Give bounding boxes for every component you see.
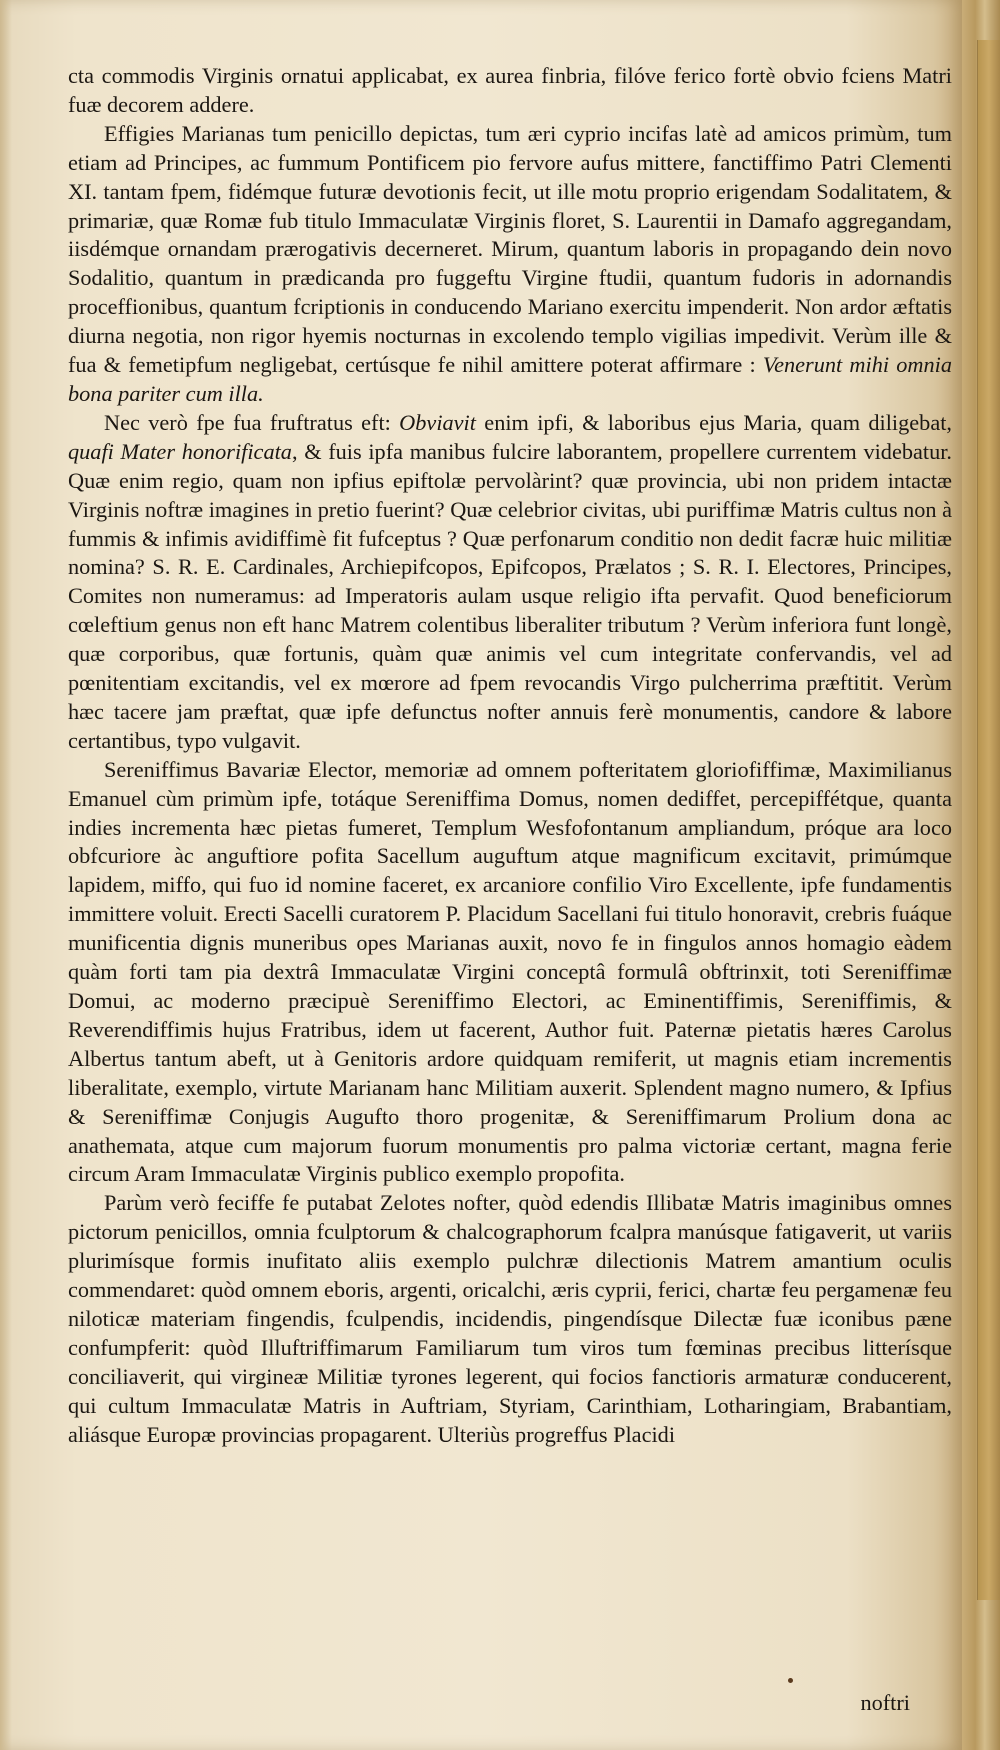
page-edge [962,0,1000,1750]
body-text [68,62,952,1450]
italic-quote: quafi Mater honorificata [68,438,292,464]
catchword: noftri [860,1690,910,1715]
paragraph-5 [68,1189,952,1449]
italic-quote: Obviavit [399,409,476,435]
ink-spot [788,1678,793,1683]
binding-edge [977,40,1000,1600]
text-run: Parùm verò feciffe fe putabat Zelotes nofter, quòd edendis Illibatæ Matris imaginibus omnes pictorum penicillos, omnia fculptorum & chalcographorum fcalpra manúsque fatigaverit, ut variis plurimísque formis inufitato aliis exemplo pulchræ dilectionis Matrem amantium oculis commendaret: quòd omnem eboris, argenti, oricalchi, æris cyprii, ferici, chartæ feu pergamenæ feu niloticæ materiam fingendis, fculpendis, incidendis, pingendísque Dilectæ fuæ iconibus pæne confumpferit: quòd Illuftriffimarum Familiarum tum viros tum fœminas precibus litterísque conciliaverit, qui virgineæ Militiæ tyrones legerent, qui focios fanctioris armaturæ conducerent, qui cultum Immaculatæ Matris in Auftriam, Styriam, Carinthiam, Lotharingiam, Brabantiam, aliásque Europæ provincias propagarent. Ulteriùs progreffus Placidi [68,1190,952,1447]
paragraph-4 [68,756,952,1190]
text-run: Effigies Marianas tum penicillo depictas, tum æri cyprio incifas latè ad amicos primùm, tum etiam ad Principes, ac fummum Pontificem pio fervore aufus mittere, fanctiffimo Patri Clementi XI. tantam fpem, fidémque futuræ devotionis fecit, ut ille motu proprio erigendam Sodalitatem, & primariæ, quæ Romæ fub titulo Immaculatæ Virginis floret, S. Laurentii in Damafo aggregandam, iisdémque ornandam prærogativis decerneret. Mirum, quantum laboris in propagando dein novo Sodalitio, quantum in prædicanda pro fuggeftu Virgine ftudii, quantum fudoris in adornandis proceffionibus, quantum fcriptionis in conducendo Mariano exercitu impenderit. Non ardor æftatis diurna negotia, non rigor hyemis nocturnas in excolendo templo vigilias impedivit. Verùm ille & fua & femetipfum negligebat, certúsque fe nihil amittere poterat affirmare : [68,120,952,378]
text-run: , & fuis ipfa manibus fulcire laborantem, propellere currentem videbatur. Quæ enim regio, quam non ipfius epiftolæ pervolàrint? quæ provincia, ubi non pridem intactæ Virginis noftræ imagines in pretio fuerint? Quæ celebrior civitas, ubi puriffimæ Matris cultus non à fummis & infimis avidiffimè fit fufceptus ? Quæ perfonarum conditio non dedit facræ huic militiæ nomina? S. R. E. Cardinales, Archiepifcopos, Epifcopos, Prælatos ; S. R. I. Electores, Principes, Comites non numeramus: ad Imperatoris aulam usque religio ifta pervafit. Quod beneficiorum cœleftium genus non eft hanc Matrem colentibus liberaliter tributum ? Verùm inferiora funt longè, quæ corporibus, quæ fortunis, quàm quæ animis vel cum integritate confervandis, vel ad pœnitentiam excitandis, vel ex mœrore ad fpem revocandis Virgo pulcherrima præftitit. Verùm hæc tacere jam præftat, quæ ipfe defunctus nofter annuis ferè monumentis, candore & labore certantibus, typo vulgavit. [68,438,953,753]
text-run: Nec verò fpe fua fruftratus eft: [104,409,400,435]
italic-quote: Venerunt mihi omnia bona pariter cum illa. [68,352,952,406]
text-run: Sereniffimus Bavariæ Elector, memoriæ ad omnem pofteritatem gloriofiffimæ, Maximilianus Emanuel cùm primùm ipfe, totáque Sereniffima Domus, nomen dediffet, percepiffétque, quanta indies incrementa hæc pietas fumeret, Templum Wesfofontanum ampliandum, próque ara loco obfcuriore àc anguftiore pofita Sacellum auguftum atque magnificum excitavit, primúmque lapidem, miffo, qui fuo id nomine faceret, ex arcaniore confilio Viro Excellente, ipfe fundamentis immittere voluit. Erecti Sacelli curatorem P. Placidum Sacellani fui titulo honoravit, crebris fuáque munificentia dignis muneribus opes Marianas auxit, novo fe in fingulos annos homagio eàdem quàm forti tam pia dextrâ Immaculatæ Virgini conceptâ formulâ obftrinxit, toti Sereniffimæ Domui, ac moderno præcipuè Sereniffimo Electori, ac Eminentiffimis, Sereniffimis, & Reverendiffimis hujus Fratribus, idem ut facerent, Author fuit. Paternæ pietatis hæres Carolus Albertus tantum abeft, ut à Genitoris ardore quidquam remiferit, ut magnis etiam incrementis liberalitate, exemplo, virtute Marianam hanc Militiam auxerit. Splendent magno numero, & Ipfius & Sereniffimæ Conjugis Augufto thoro progenitæ, & Sereniffimarum Prolium dona ac anathemata, atque cum majorum fuorum monumentis pro palma victoriæ certant, magna ferie circum Aram Immaculatæ Virginis publico exemplo propofita. [68,756,952,1187]
paragraph-3 [68,409,952,756]
text-run: cta commodis Virginis ornatui applicabat, ex aurea finbria, filóve ferico fortè obvio fciens Matri fuæ decorem addere. [68,63,952,117]
text-run: enim ipfi, & laboribus ejus Maria, quam diligebat, [475,409,952,435]
paragraph-2 [68,120,952,409]
paragraph-1 [68,62,952,120]
page-gutter-shadow [0,0,12,1750]
